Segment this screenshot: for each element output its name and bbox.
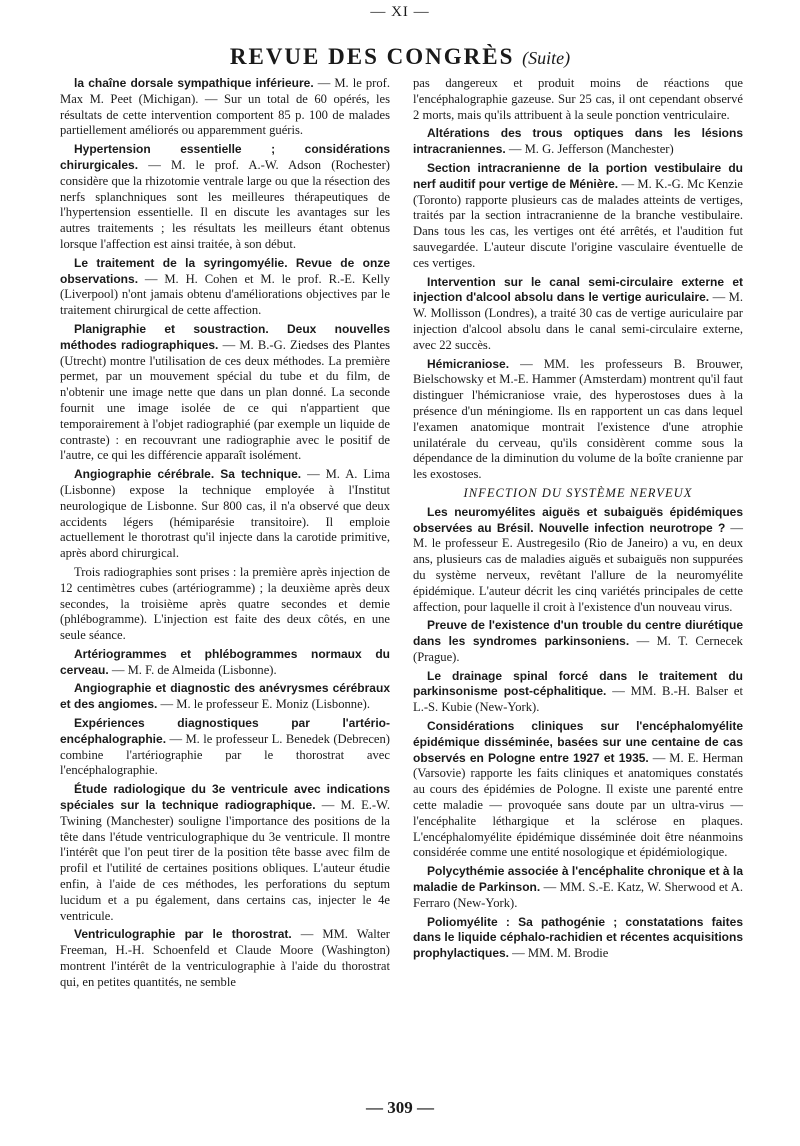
article-text: — MM. B.-H. Balser et L.-S. Kubie (New-York). (413, 684, 743, 715)
article-paragraph (413, 76, 743, 123)
article-heading: Hémicraniose. (427, 356, 510, 371)
article-heading: Artériogrammes et phlébogrammes normaux du cerveau. (60, 646, 390, 677)
article-paragraph (60, 565, 390, 644)
article-heading: Poliomyélite : Sa pathogénie ; constatations faites dans le liquide céphalo-rachidien et récentes acquisitions prophylactiques. (413, 914, 743, 961)
article-text: — M. le prof. Max M. Peet (Michigan). — Sur un total de 60 opérés, les résultats de cette intervention comportent 85 p. 100 de malades partiellement améliorés ou apparemment guéris. (60, 76, 390, 138)
article-paragraph (413, 915, 743, 962)
article-paragraph (413, 275, 743, 354)
article-paragraph (413, 864, 743, 911)
article-paragraph (60, 322, 390, 464)
article-heading: Preuve de l'existence d'un trouble du centre diurétique dans les syndromes parkinsoniens. (413, 618, 743, 649)
page-title (0, 44, 800, 70)
article-heading: Polycythémie associée à l'encéphalite chronique et à la maladie de Parkinson. (413, 864, 743, 895)
article-heading: Le drainage spinal forcé dans le traitement du parkinsonisme post-céphalitique. (413, 668, 743, 699)
article-text: — MM. les professeurs B. Brouwer, Bielschowsky et M.-E. Hammer (Amsterdam) montrent qu'il faut distinguer l'hémicraniose vraie, des hyperostoses dues à la présence d'un méningiome. Ils en rapportent un cas dans lequel l'examen anatomique montrait l'existence d'une atrophie unilatérale du cerveau, qu'ils considèrent comme sous la dépendance de la diminution du volume de la boîte cranienne par les exostoses. (413, 356, 743, 482)
article-paragraph (413, 719, 743, 861)
article-heading: Section intracranienne de la portion vestibulaire du nerf auditif pour vertige de Ménière. (413, 160, 743, 191)
page-roman-number: — XI — (370, 4, 430, 20)
article-text: — M. E.-W. Twining (Manchester) souligne l'importance des positions de la tête dans l'étude ventriculographique du 3e ventricule. Il montre l'intérêt que l'on peut tirer de la position tête basse avec film de profil et l'utilité de certaines positions obliques. L'auteur étudie enfin, à l'aide de ces méthodes, les perforations du septum lucidum et a pu également, dans certains cas, injecter le 4e ventricule. (60, 798, 390, 923)
article-paragraph (60, 716, 390, 779)
article-text: — M. H. Cohen et M. le prof. R.-E. Kelly (Liverpool) n'ont jamais obtenu d'améliorations objectives par le traitement chirurgical de cette affection. (60, 271, 390, 318)
article-paragraph (413, 161, 743, 272)
article-heading: Expériences diagnostiques par l'artério-encéphalographie. (60, 716, 390, 746)
article-heading: Le traitement de la syringomyélie. Revue de onze observations. (60, 255, 390, 286)
article-paragraph (60, 142, 390, 253)
left-column (60, 76, 390, 994)
article-paragraph (60, 681, 390, 713)
article-paragraph (60, 647, 390, 679)
article-text: Trois radiographies sont prises : la première après injection de 12 centimètres cubes (artériogramme) ; la deuxième après deux secondes, la troisième après quatre secondes et demie (phlébogramme). L'injection est faite des deux côtés, en une seule séance. (60, 564, 390, 643)
article-text: — M. E. Herman (Varsovie) rapporte les faits cliniques et anatomiques constatés au cours des épidémies de Pologne. Il existe une parenté entre cette maladie — provoquée sans doute par un ultra-virus — l'encéphalite léthargique et la sclérose en plaques. L'encéphalomyélite épidémique disséminée doit être néanmoins considérée comme une entité nosologique et épidémiologique. (413, 750, 743, 860)
article-paragraph (60, 782, 390, 924)
right-column (413, 76, 743, 965)
article-text: — M. le professeur E. Austregesilo (Rio de Janeiro) a vu, en deux ans, plusieurs cas de maladies aiguës et subaiguës non suppurées du système nerveux, revêtant l'allure de la neuromyélite épidémique. L'auteur décrit les cinq variétés principales de cette affection, pour laquelle il croit à l'existence d'un nouveau virus. (413, 520, 743, 614)
article-text: — M. W. Mollisson (Londres), a traité 30 cas de vertige auriculaire par injection d'alcool absolu dans le canal semi-circulaire externe, avec 22 succès. (413, 290, 743, 352)
article-paragraph (60, 256, 390, 319)
article-paragraph (60, 467, 390, 562)
article-heading: Étude radiologique du 3e ventricule avec indications spéciales sur la technique radiographique. (60, 782, 390, 813)
page-number: — 309 — (366, 1098, 434, 1117)
right-bottom-block (413, 505, 743, 962)
article-text: — M. le professeur E. Moniz (Lisbonne). (157, 697, 371, 712)
article-text: — MM. S.-E. Katz, W. Sherwood et A. Ferraro (New-York). (413, 880, 743, 910)
article-text: — M. A. Lima (Lisbonne) expose la technique employée à l'Institut neurologique de Lisbonne. Sur 800 cas, il n'a observé que deux accidents légers (hémiparésie transitoire). Il emploie actuellement le thorotrast qu'il injecte dans la carotide primitive, après abord chirurgical. (60, 467, 390, 561)
article-heading: Angiographie et diagnostic des anévrysmes cérébraux et des angiomes. (60, 681, 390, 712)
article-text: — M. B.-G. Ziedses des Plantes (Utrecht) montre l'utilisation de ces deux méthodes. La première permet, par un mouvement spécial du tube et du film, de n'obtenir une image nette que dans un plan donné. La seconde fournit une image isolée de ce qui n'appartient que temporairement à l'objet radiographié (par exemple un liquide de contraste) : en recouvrant une radiographie avec le positif de l'autre, ce qui les différencie apparaît isolément. (60, 337, 391, 463)
article-heading: Planigraphie et soustraction. Deux nouvelles méthodes radiographiques. (60, 321, 390, 352)
article-paragraph (60, 927, 390, 990)
right-top-block (413, 76, 743, 483)
article-paragraph (413, 505, 743, 616)
article-text: — MM. Walter Freeman, H.-H. Schoenfeld et Claude Moore (Washington) montrent l'intérêt de la ventriculographie à l'aide du thorostrat qui, en petites quantités, ne semble (60, 927, 390, 989)
article-heading: Ventriculographie par le thorostrat. (74, 927, 292, 942)
article-heading: Altérations des trous optiques dans les lésions intracraniennes. (413, 126, 743, 157)
article-text: — M. G. Jefferson (Manchester) (505, 142, 674, 157)
article-heading: Considérations cliniques sur l'encéphalomyélite épidémique disséminée, basées sur une centaine de cas observés en Pologne entre 1927 et 1935. (413, 719, 743, 765)
article-paragraph (413, 357, 743, 483)
article-text: — M. T. Cernecek (Prague). (413, 634, 743, 664)
article-paragraph (413, 126, 743, 158)
article-text: — M. le prof. A.-W. Adson (Rochester) considère que la rhizotomie ventrale large ou que la résection des nerfs splanchniques sont les meilleures thérapeutiques de l'hypertension essentielle. Il en discute les avantages sur les autres traitements ; les résultats les meilleurs étant obtenus lorsque l'affection est ainsi traitée, à son début. (60, 157, 390, 251)
article-paragraph (413, 669, 743, 716)
title-suite: (Suite) (522, 48, 571, 68)
article-paragraph (60, 76, 390, 139)
article-heading: la chaîne dorsale sympathique inférieure. (74, 76, 314, 90)
title-text: REVUE DES CONGRÈS (229, 44, 515, 69)
article-text: — M. K.-G. Mc Kenzie (Toronto) rapporte plusieurs cas de malades atteints de vertiges, traités par la section intracranienne de la branche vestibulaire. Dans tous les cas, les vertiges ont été arrêtés, et l'audition fut sauvegardée. L'auteur discute l'origine vasculaire éventuelle de ces vertiges. (413, 176, 743, 270)
article-heading: Hypertension essentielle ; considérations chirurgicales. (60, 142, 390, 172)
article-paragraph (413, 618, 743, 665)
article-text: pas dangereux et produit moins de réactions que l'encéphalographie gazeuse. Sur 25 cas, il ont cependant observé 2 morts, mais qu'ils attribuent à la seule ponction ventriculaire. (413, 76, 743, 122)
article-text: — M. le professeur L. Benedek (Debrecen) combine l'artériographie par le thorostrat avec l'encéphalographie. (60, 731, 390, 778)
article-heading: Les neuromyélites aiguës et subaiguës épidémiques observées au Brésil. Nouvelle infection neurotrope ? (413, 504, 743, 535)
article-text: — M. F. de Almeida (Lisbonne). (108, 662, 277, 677)
article-heading: Intervention sur le canal semi-circulaire externe et injection d'alcool absolu dans le vertige auriculaire. (413, 274, 743, 305)
section-heading: INFECTION DU SYSTÈME NERVEUX (463, 485, 693, 500)
article-text: — MM. M. Brodie (509, 946, 609, 961)
article-heading: Angiographie cérébrale. Sa technique. (74, 467, 302, 482)
